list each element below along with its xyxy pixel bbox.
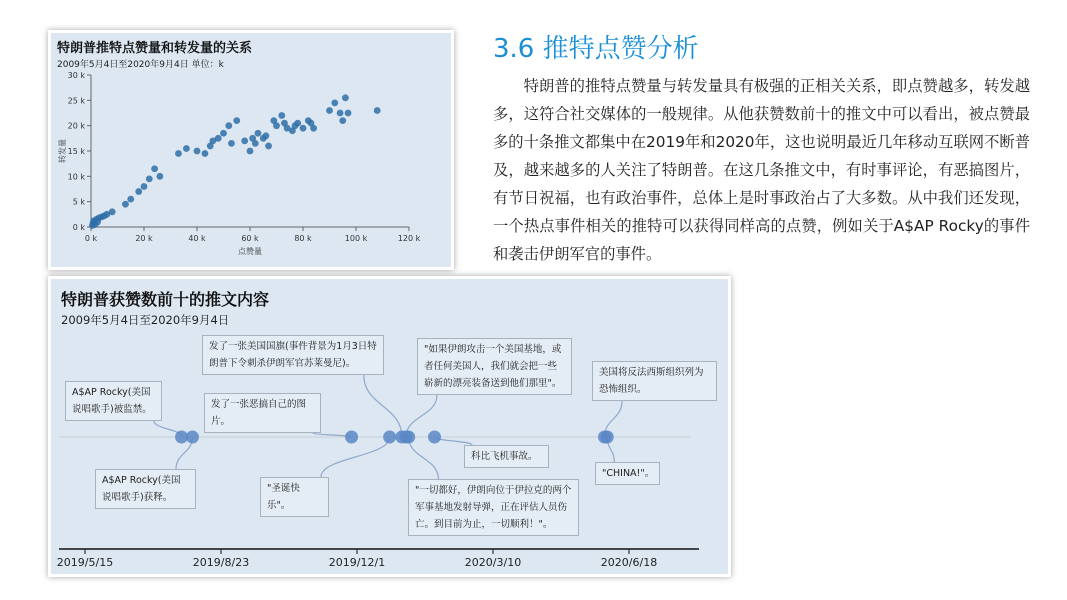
- tweet-annotation: A$AP Rocky(美国说唱歌手)被监禁。: [65, 381, 162, 421]
- y-tick-label: 25 k: [67, 96, 85, 106]
- tweet-annotation: "如果伊朗攻击一个美国基地，或者任何美国人，我们就会把一些崭新的漂亮装备送到他们那里"。: [417, 338, 572, 395]
- scatter-point: [225, 122, 232, 129]
- scatter-point: [122, 201, 129, 208]
- scatter-point: [247, 148, 254, 155]
- scatter-chart-title: 特朗普推特点赞量和转发量的关系: [57, 41, 253, 56]
- scatter-point: [255, 130, 262, 137]
- scatter-point: [252, 140, 259, 147]
- x-tick-label: 0 k: [84, 234, 98, 243]
- scatter-point: [175, 150, 182, 157]
- scatter-point: [127, 196, 134, 203]
- scatter-point: [141, 183, 148, 190]
- scatter-point: [146, 175, 153, 182]
- time-tick-label: 2019/5/15: [56, 556, 114, 569]
- timeline-chart-panel: [48, 276, 731, 577]
- tweet-annotation: 美国将反法西斯组织列为恐怖组织。: [592, 361, 717, 401]
- time-tick-label: 2019/12/1: [328, 556, 386, 569]
- y-tick-label: 5 k: [72, 197, 85, 207]
- scatter-point: [278, 112, 285, 119]
- x-tick-label: 40 k: [188, 234, 206, 243]
- tweet-event-point: [428, 431, 441, 444]
- tweet-annotation: 发了一张恶搞自己的图片。: [204, 393, 321, 433]
- y-tick-label: 10 k: [67, 172, 85, 182]
- y-tick-label: 15 k: [67, 147, 85, 156]
- scatter-point: [202, 150, 209, 157]
- tweet-annotation: "CHINA!"。: [595, 462, 660, 485]
- scatter-point: [109, 208, 116, 215]
- scatter-chart-subtitle: 2009年5月4日至2020年9月4日 单位：k: [57, 60, 224, 70]
- annotation-connector: [364, 375, 402, 437]
- scatter-point: [263, 132, 270, 139]
- timeline-chart-subtitle: 2009年5月4日至2020年9月4日: [61, 313, 230, 327]
- y-tick-label: 30 k: [67, 71, 85, 80]
- tweet-event-point: [345, 431, 358, 444]
- scatter-point: [326, 107, 333, 114]
- x-tick-label: 60 k: [241, 234, 259, 243]
- scatter-point: [183, 145, 190, 152]
- scatter-point: [220, 130, 227, 137]
- time-tick-label: 2020/3/10: [464, 556, 522, 569]
- y-axis-label: 转发量: [58, 139, 67, 163]
- scatter-point: [241, 137, 248, 144]
- x-tick-label: 20 k: [135, 234, 153, 243]
- article-body: 特朗普的推特点赞量与转发量具有极强的正相关关系，即点赞越多，转发越多，这符合社交媒体的一般规律。从他获赞数前十的推文中可以看出，被点赞最多的十条推文都集中在2019年和2020年，这也说明最近几年移动互联网不断普及，越来越多的人关注了特朗普。在这几条推文中，有时事评论，有恶搞图片，有节日祝福，也有政治事件，总体上是时事政治占了大多数。从中我们还发现，一个热点事件相关的推特可以获得同样高的点赞，例如关于A$AP Rocky的事件和袭击伊朗军官的事件。: [493, 77, 1030, 263]
- x-axis-label: 点赞量: [238, 247, 262, 256]
- scatter-point: [294, 120, 301, 127]
- tweet-event-point: [402, 431, 415, 444]
- scatter-point: [331, 99, 338, 106]
- section-heading: 3.6 推特点赞分析: [493, 34, 699, 64]
- scatter-point: [345, 110, 352, 117]
- annotation-connector: [406, 395, 437, 437]
- scatter-point: [337, 110, 344, 117]
- scatter-point: [265, 143, 272, 150]
- annotation-connector: [321, 437, 390, 477]
- timeline-chart-title: 特朗普获赞数前十的推文内容: [61, 290, 270, 309]
- tweet-annotation: 科比飞机事故。: [464, 445, 549, 468]
- scatter-chart-panel: [48, 30, 454, 270]
- tweet-event-point: [186, 431, 199, 444]
- scatter-point: [310, 125, 317, 132]
- x-tick-label: 100 k: [344, 234, 368, 243]
- scatter-point: [157, 173, 164, 180]
- scatter-point: [135, 188, 142, 195]
- scatter-point: [273, 122, 280, 129]
- scatter-point: [215, 135, 222, 142]
- scatter-point: [151, 165, 158, 172]
- tweet-event-point: [383, 431, 396, 444]
- time-tick-label: 2020/6/18: [600, 556, 658, 569]
- tweet-annotation: "一切都好，伊朗向位于伊拉克的两个军事基地发射导弹，正在评估人员伤亡。到目前为止，一切顺利！"。: [408, 479, 579, 536]
- x-tick-label: 120 k: [397, 234, 421, 243]
- y-tick-label: 20 k: [67, 121, 85, 131]
- timeline-chart: [51, 279, 728, 574]
- scatter-point: [233, 117, 240, 124]
- y-tick-label: 0 k: [72, 223, 85, 232]
- scatter-point: [342, 94, 349, 101]
- tweet-annotation: A$AP Rocky(美国说唱歌手)获释。: [95, 469, 196, 509]
- scatter-point: [374, 107, 381, 114]
- scatter-point: [339, 117, 346, 124]
- scatter-point: [300, 125, 307, 132]
- tweet-annotation: "圣诞快乐"。: [260, 477, 329, 517]
- x-tick-label: 80 k: [294, 234, 312, 243]
- scatter-point: [228, 140, 235, 147]
- tweet-event-point: [601, 431, 614, 444]
- tweet-annotation: 发了一张美国国旗(事件背景为1月3日特朗普下令刺杀伊朗军官苏莱曼尼)。: [202, 335, 384, 375]
- scatter-point: [194, 148, 201, 155]
- scatter-chart: [51, 33, 451, 267]
- time-tick-label: 2019/8/23: [192, 556, 250, 569]
